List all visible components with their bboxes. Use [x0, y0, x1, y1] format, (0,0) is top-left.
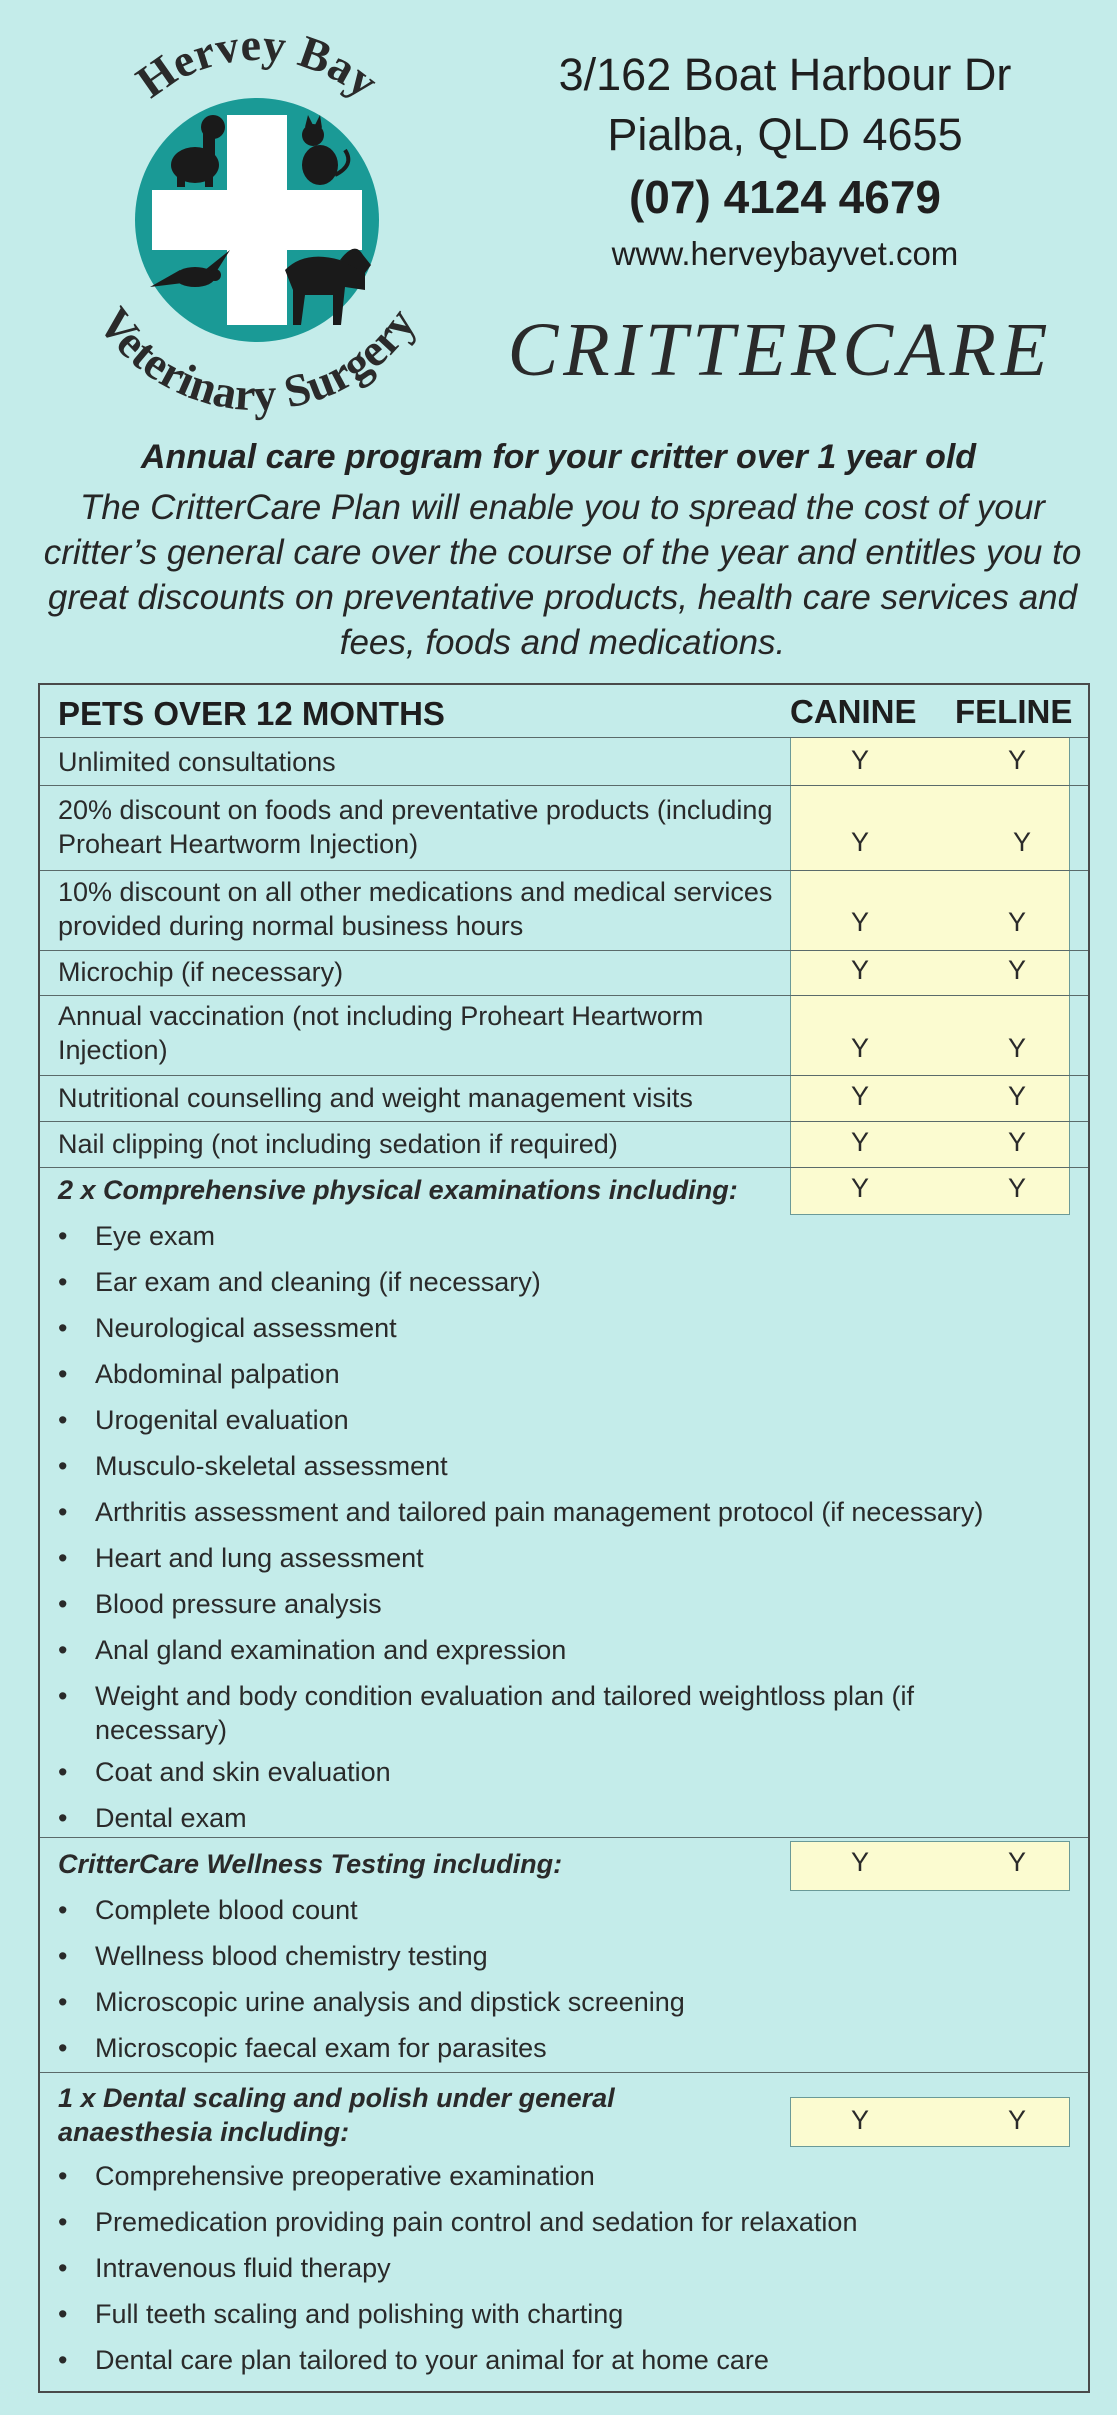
feline-mark: Y [1007, 1173, 1026, 1203]
wellness-item [58, 2031, 1058, 2065]
column-header-feline: FELINE [955, 693, 1073, 730]
bullet-glyph: • [58, 2207, 68, 2237]
dental-item-text: Full teeth scaling and polishing with charting [95, 2299, 624, 2329]
exam-item [58, 1449, 1058, 1483]
wellness-item-text: Microscopic urine analysis and dipstick screening [95, 1987, 685, 2017]
bullet-glyph: • [58, 1313, 68, 1343]
exam-item [58, 1679, 978, 1747]
bullet-glyph: • [58, 1497, 68, 1527]
dental-heading: 1 x Dental scaling and polish under general anaesthesia including: [58, 2083, 615, 2147]
row-divider [40, 1121, 1088, 1122]
street-address: 3/162 Boat Harbour Dr [558, 49, 1012, 100]
exam-item [58, 1403, 1058, 1437]
bullet-glyph: • [58, 1451, 68, 1481]
exam-item [58, 1755, 1058, 1789]
canine-mark: Y [850, 2105, 869, 2135]
clinic-logo [45, 15, 465, 435]
bullet-glyph: • [58, 2299, 68, 2329]
canine-mark: Y [850, 1127, 869, 1157]
wellness-item-text: Complete blood count [95, 1895, 358, 1925]
feline-mark: Y [1007, 1847, 1026, 1877]
suburb-address: Pialba, QLD 4655 [607, 109, 963, 160]
row-divider [40, 870, 1088, 871]
dental-item [58, 2343, 1058, 2377]
canine-mark: Y [850, 907, 869, 937]
dental-item-text: Premedication providing pain control and sedation for relaxation [95, 2207, 858, 2237]
bullet-glyph: • [58, 1941, 68, 1971]
exam-item-text: Coat and skin evaluation [95, 1757, 391, 1787]
exam-item-text: Heart and lung assessment [95, 1543, 424, 1573]
feline-mark: Y [1007, 907, 1026, 937]
benefit-row-text: 20% discount on foods and preventative products (including Proheart Heartworm Injection) [58, 795, 773, 859]
feline-mark: Y [1007, 2105, 1026, 2135]
bullet-glyph: • [58, 1757, 68, 1787]
canine-mark: Y [850, 955, 869, 985]
benefit-row-text: 10% discount on all other medications and medical services provided during normal business hours [58, 877, 773, 941]
row-divider [40, 950, 1088, 951]
exam-item [58, 1495, 1058, 1529]
canine-mark: Y [850, 1173, 869, 1203]
bullet-glyph: • [58, 1803, 68, 1833]
table-title: PETS OVER 12 MONTHS [58, 695, 445, 732]
dental-item [58, 2159, 1058, 2193]
bullet-glyph: • [58, 2033, 68, 2063]
dental-item [58, 2205, 1058, 2239]
canine-mark: Y [850, 745, 869, 775]
dental-item-text: Intravenous fluid therapy [95, 2253, 391, 2283]
bullet-glyph: • [58, 1681, 68, 1711]
exam-item-text: Ear exam and cleaning (if necessary) [95, 1267, 541, 1297]
canine-mark: Y [850, 1081, 869, 1111]
wellness-item-text: Wellness blood chemistry testing [95, 1941, 488, 1971]
program-subtitle: Annual care program for your critter over 1 year old [140, 438, 977, 476]
exam-item [58, 1587, 1058, 1621]
bullet-glyph: • [58, 1267, 68, 1297]
benefit-row-text: Annual vaccination (not including Proheart Heartworm Injection) [58, 1001, 704, 1065]
canine-mark: Y [850, 827, 869, 857]
feline-mark: Y [1007, 1081, 1026, 1111]
row-divider [40, 737, 1088, 738]
row-divider [40, 785, 1088, 786]
exam-item [58, 1265, 1058, 1299]
bullet-glyph: • [58, 1987, 68, 2017]
exam-item-text: Anal gland examination and expression [95, 1635, 567, 1665]
exam-item [58, 1219, 1058, 1253]
bullet-glyph: • [58, 2253, 68, 2283]
wellness-item [58, 1893, 1058, 1927]
brand-title: CRITTERCARE [507, 308, 1053, 392]
wellness-item [58, 1939, 1058, 1973]
exam-item-text: Neurological assessment [95, 1313, 397, 1343]
exam-item [58, 1357, 1058, 1391]
feline-mark: Y [1007, 1033, 1026, 1063]
bullet-glyph: • [58, 1543, 68, 1573]
exam-item-text: Abdominal palpation [95, 1359, 340, 1389]
bullet-glyph: • [58, 2345, 68, 2375]
exam-item-text: Musculo-skeletal assessment [95, 1451, 448, 1481]
benefit-row-text: Nutritional counselling and weight management visits [58, 1083, 693, 1113]
column-header-canine: CANINE [790, 693, 917, 730]
exam-item [58, 1633, 1058, 1667]
exam-item-text: Weight and body condition evaluation and tailored weightloss plan (if necessary) [95, 1681, 915, 1745]
benefit-row-text: Unlimited consultations [58, 747, 336, 777]
exam-item-text: Dental exam [95, 1803, 247, 1833]
logo-text-bottom: Veterinary Surgery [88, 298, 426, 421]
exam-item-text: Urogenital evaluation [95, 1405, 349, 1435]
canine-mark: Y [850, 1847, 869, 1877]
bullet-glyph: • [58, 2161, 68, 2191]
cross-horizontal [152, 190, 362, 250]
bullet-glyph: • [58, 1405, 68, 1435]
row-divider [40, 1075, 1088, 1076]
bullet-glyph: • [58, 1895, 68, 1925]
feline-mark: Y [1007, 745, 1026, 775]
canine-mark: Y [850, 1033, 869, 1063]
row-divider [40, 1167, 1088, 1168]
bullet-glyph: • [58, 1359, 68, 1389]
website-link[interactable]: www.herveybayvet.com [611, 235, 959, 272]
clinic-logo-graphic [45, 15, 465, 435]
exam-item-text: Eye exam [95, 1221, 216, 1251]
dental-item-text: Dental care plan tailored to your animal for at home care [95, 2345, 769, 2375]
row-divider [40, 995, 1088, 996]
dental-item-text: Comprehensive preoperative examination [95, 2161, 595, 2191]
feline-mark: Y [1007, 1127, 1026, 1157]
exam-item [58, 1801, 1058, 1835]
exam-item [58, 1311, 1058, 1345]
dental-item [58, 2297, 1058, 2331]
benefit-row-text: Nail clipping (not including sedation if required) [58, 1129, 618, 1159]
dental-item [58, 2251, 1058, 2285]
benefit-row-text: Microchip (if necessary) [58, 957, 344, 987]
bullet-glyph: • [58, 1635, 68, 1665]
address-block [500, 45, 1070, 279]
exam-item [58, 1541, 1058, 1575]
wellness-item [58, 1985, 1058, 2019]
section-divider [40, 2072, 1088, 2073]
feline-mark: Y [1012, 827, 1031, 857]
phone-number: (07) 4124 4679 [628, 171, 942, 223]
bullet-glyph: • [58, 1221, 68, 1251]
wellness-item-text: Microscopic faecal exam for parasites [95, 2033, 547, 2063]
exam-item-text: Blood pressure analysis [95, 1589, 382, 1619]
feline-mark: Y [1007, 955, 1026, 985]
exam-heading: 2 x Comprehensive physical examinations including: [58, 1175, 738, 1205]
wellness-heading: CritterCare Wellness Testing including: [58, 1849, 563, 1879]
logo-text-top: Hervey Bay [127, 18, 388, 108]
bullet-glyph: • [58, 1589, 68, 1619]
section-divider [40, 1837, 1088, 1838]
exam-item-text: Arthritis assessment and tailored pain management protocol (if necessary) [95, 1497, 984, 1527]
benefits-table [38, 683, 1090, 2393]
intro-paragraph: The CritterCare Plan will enable you to spread the cost of your critter’s general care over the course of the year and entitles you to great discounts on preventative products, health care services and fees, foods and medications. [43, 488, 1082, 662]
